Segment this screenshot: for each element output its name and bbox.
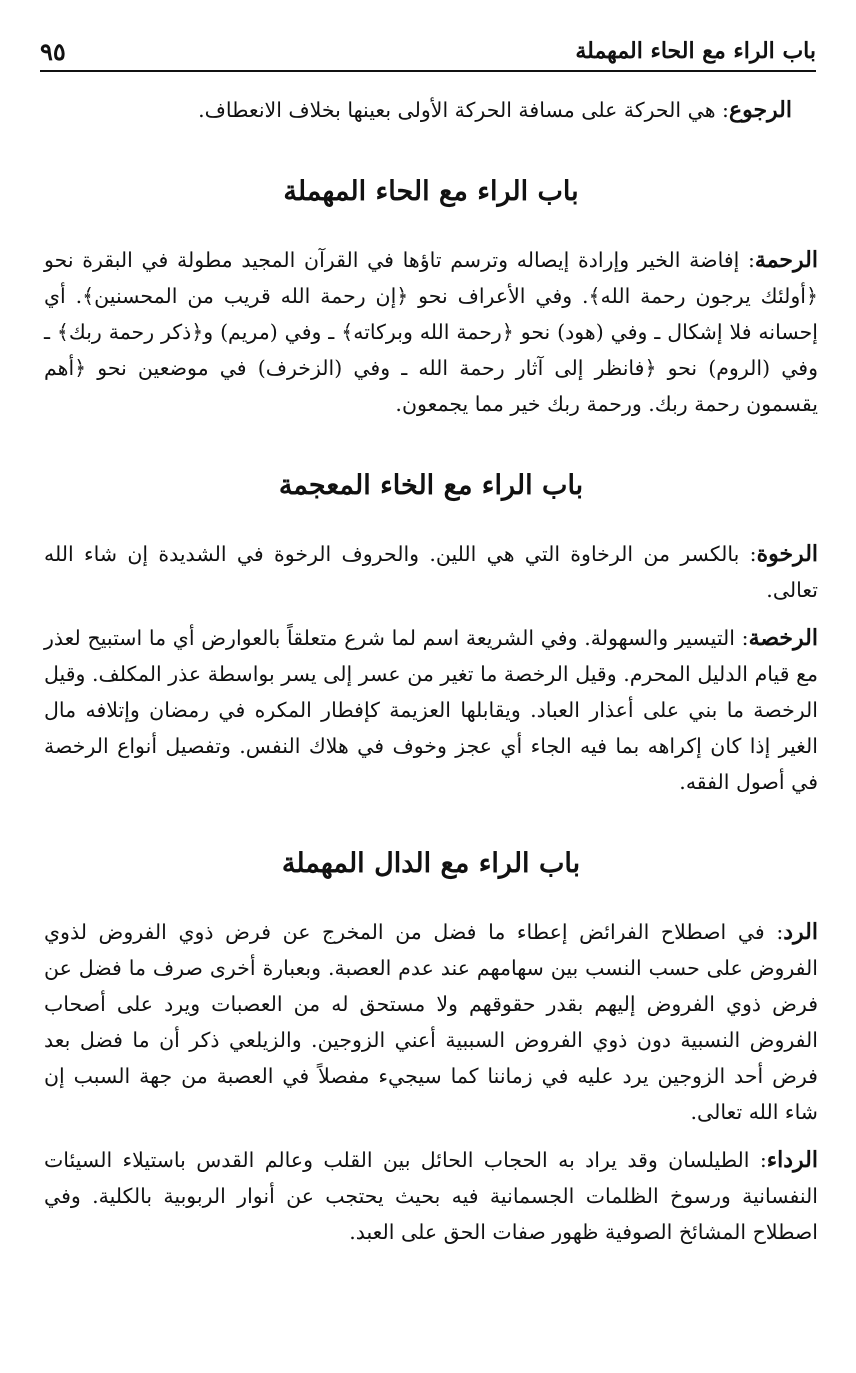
section-heading-dal: باب الراء مع الدال المهملة [281, 848, 581, 879]
entry-term: الرجوع [728, 97, 792, 123]
entry-definition: : الطيلسان وقد يراد به الحجاب الحائل بين القلب وعالم القدس باستيلاء السيئات النفسانية ورسوخ الظلمات الجسمانية فيه بحيث يحتجب عن أنوار الربوبية بالكلية. وفي اصطلاح المشائخ الصوفية ظهور صفات الحق على العبد. [44, 1148, 818, 1244]
entry-definition: : التيسير والسهولة. وفي الشريعة اسم لما شرع متعلقاً بالعوارض أي ما استبيح لعذر مع قيام الدليل المحرم. وقيل الرخصة ما تغير من عسر إلى يسر بواسطة عذر المكلف. وقيل الرخصة ما بني على أعذار العباد. ويقابلها العزيمة كإفطار المكره في رمضان وإتلافه مال الغير إذا كان إكراهه بما فيه الجاء أي عجز وخوف في هلاك النفس. وتفصيل أنواع الرخصة في أصول الفقه. [44, 626, 818, 794]
entry-term: الرد [783, 919, 818, 945]
running-header [40, 26, 816, 72]
entry-radd [44, 914, 818, 1130]
entry-rahma [44, 242, 818, 422]
section-heading-khaa: باب الراء مع الخاء المعجمة [278, 470, 584, 501]
entry-rakhwa [44, 536, 818, 608]
entry-term: الرخصة [748, 625, 818, 651]
entry-definition: : في اصطلاح الفرائض إعطاء ما فضل من المخرج عن فرض ذوي الفروض لذوي الفروض على حسب النسب بين سهامهم عند عدم العصبة. وبعبارة أخرى صرف ما فضل عن فرض ذوي الفروض إليهم بقدر حقوقهم ولا مستحق له من العصبات ويرد على أصحاب الفروض النسبية دون ذوي الفروض السببية أعني الزوجين. والزيلعي ذكر أن ما فضل بعد فرض أحد الزوجين يرد عليه في زماننا كما سيجيء مفصلاً في العصبة من جهة السبب إن شاء الله تعالى. [44, 920, 818, 1124]
section-heading-haa: باب الراء مع الحاء المهملة [283, 176, 579, 207]
page-number: ٩٥ [40, 37, 66, 66]
entry-rujoo [44, 92, 818, 128]
entry-rukhsa [44, 620, 818, 800]
entry-definition: : هي الحركة على مسافة الحركة الأولى بعينها بخلاف الانعطاف. [198, 98, 729, 122]
entry-term: الرحمة [754, 247, 818, 273]
entry-term: الرداء [766, 1147, 818, 1173]
running-title: باب الراء مع الحاء المهملة [575, 38, 816, 64]
entry-definition: : بالكسر من الرخاوة التي هي اللين. والحروف الرخوة في الشديدة إن شاء الله تعالى. [44, 542, 818, 602]
entry-ridaa [44, 1142, 818, 1250]
entry-definition: : إفاضة الخير وإرادة إيصاله وترسم تاؤها في القرآن المجيد مطولة في البقرة نحو ﴿أولئك يرجون رحمة الله﴾. وفي الأعراف نحو ﴿إن رحمة الله قريب من المحسنين﴾. أي إحسانه فلا إشكال ـ وفي (هود) نحو ﴿رحمة الله وبركاته﴾ ـ وفي (مريم) و﴿ذكر رحمة ربك﴾ ـ وفي (الروم) نحو ﴿فانظر إلى آثار رحمة الله ـ وفي (الزخرف) في موضعين نحو ﴿أهم يقسمون رحمة ربك. ورحمة ربك خير مما يجمعون. [44, 248, 818, 416]
page-content [44, 92, 818, 1262]
entry-term: الرخوة [756, 541, 819, 567]
